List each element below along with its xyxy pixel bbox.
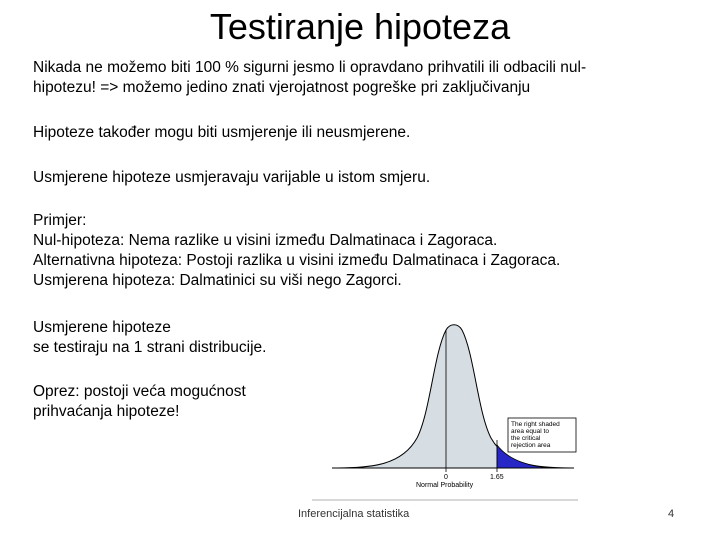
normal-curve-diagram [312, 318, 582, 503]
paragraph-hypothesis-types [33, 123, 673, 143]
tick-label-critical: 1.65 [490, 474, 504, 481]
paragraph-line: Usmjerene hipoteze [33, 319, 171, 336]
callout-line: The right shaded [511, 421, 560, 428]
paragraph-line: Usmjerene hipoteze usmjeravaju varijable u istom smjeru. [33, 169, 431, 186]
paragraph-line: Oprez: postoji veća mogućnost [33, 383, 246, 400]
page-number: 4 [668, 508, 675, 520]
paragraph-line: Hipoteze također mogu biti usmjerenje ili neusmjerene. [33, 124, 411, 141]
callout-line: area equal to [511, 428, 549, 435]
example-heading: Primjer: [33, 212, 87, 229]
paragraph-one-tailed [33, 318, 313, 358]
null-hypothesis: Nul-hipoteza: Nema razlike u visini između Dalmatinaca i Zagoraca. [33, 232, 498, 249]
paragraph-caution [33, 382, 293, 422]
paragraph-line: Nikada ne možemo biti 100 % sigurni jesmo li opravdano prihvatili ili odbacili nul- [33, 59, 587, 76]
paragraph-directional [33, 168, 673, 188]
paragraph-line: se testiraju na 1 strani distribucije. [33, 339, 267, 356]
callout-line: rejection area [511, 442, 551, 449]
example-block [33, 211, 673, 291]
tick-label-zero: 0 [444, 474, 448, 481]
directional-hypothesis: Usmjerena hipoteza: Dalmatinici su viši nego Zagorci. [33, 272, 402, 289]
slide-title: Testiranje hipoteza [209, 6, 511, 47]
x-axis-label: Normal Probability [416, 482, 474, 489]
callout-line: the critical [511, 435, 541, 442]
alternative-hypothesis: Alternativna hipoteza: Postoji razlika u visini između Dalmatinaca i Zagoraca. [33, 252, 561, 269]
footer-text: Inferencijalna statistika [298, 508, 410, 520]
paragraph-certainty [33, 58, 673, 98]
normal-distribution-figure [312, 318, 582, 508]
paragraph-line: prihvaćanja hipoteze! [33, 403, 180, 420]
paragraph-line: hipotezu! => možemo jedino znati vjerojatnost pogreške pri zaključivanju [33, 79, 531, 96]
